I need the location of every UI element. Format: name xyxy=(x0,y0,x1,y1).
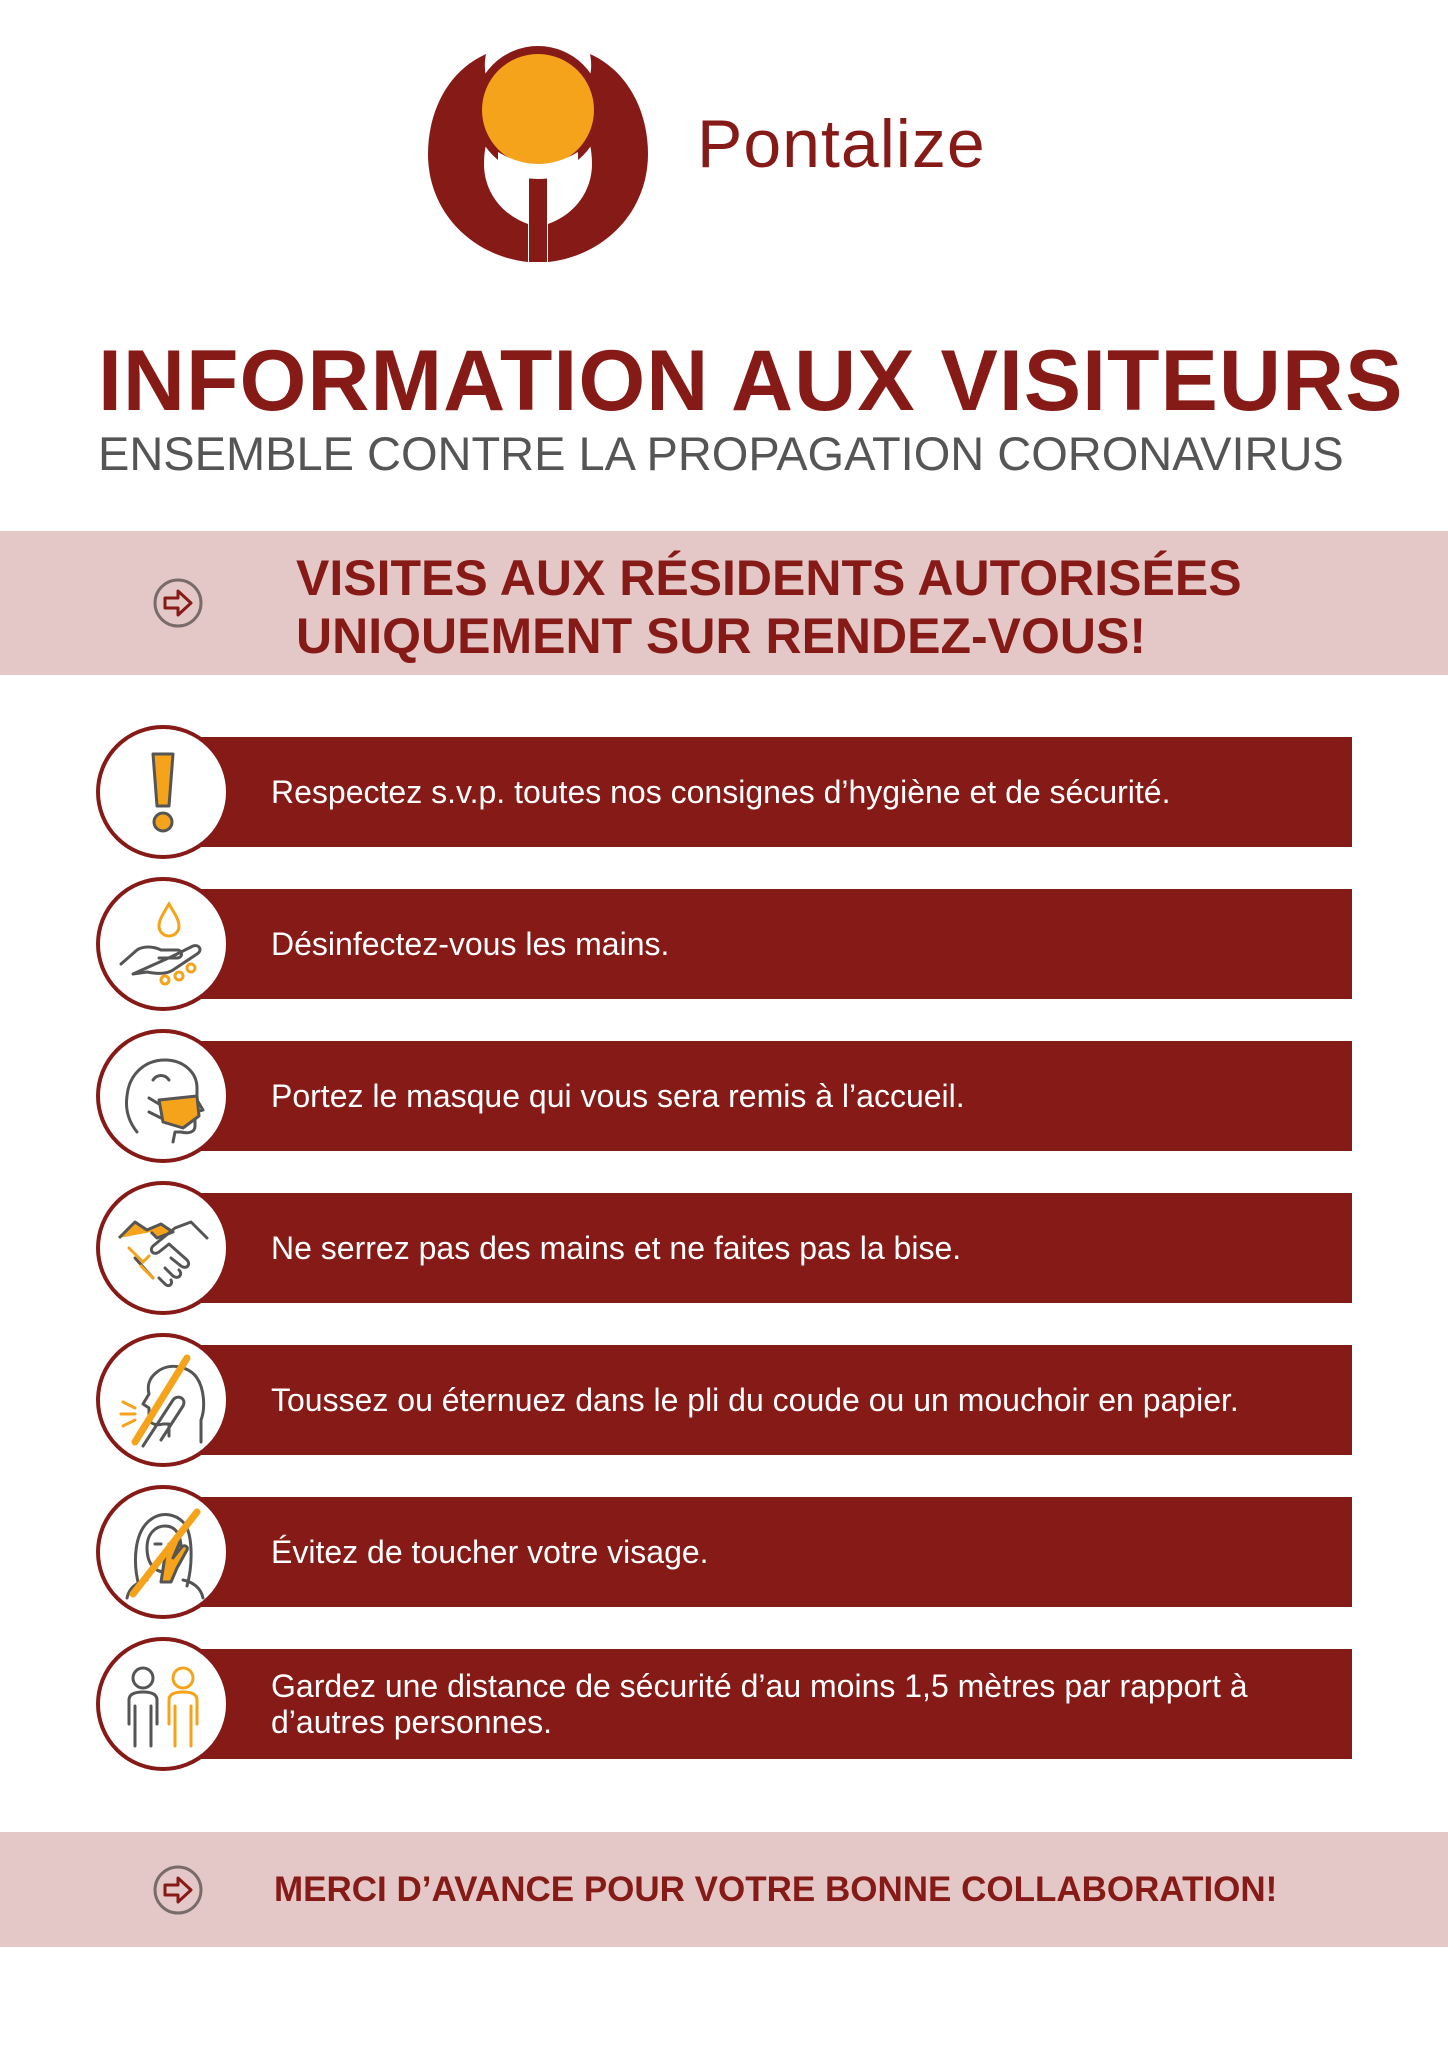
rule-icon-circle xyxy=(96,1637,230,1771)
rule-text: Désinfectez-vous les mains. xyxy=(271,926,670,962)
rule-item xyxy=(96,1181,1352,1315)
rule-text: Portez le masque qui vous sera remis à l’accueil. xyxy=(271,1078,965,1114)
rule-icon-circle xyxy=(96,725,230,859)
notice-banner xyxy=(0,531,1448,675)
rule-text: Gardez une distance de sécurité d’au moins 1,5 mètres par rapport à d’autres personnes. xyxy=(271,1668,1248,1740)
brand-name: Pontalize xyxy=(697,106,986,182)
pontalize-logo xyxy=(428,44,648,264)
footer-banner xyxy=(0,1832,1448,1947)
notice-line-2: UNIQUEMENT SUR RENDEZ-VOUS! xyxy=(296,608,1147,664)
arrow-right-icon xyxy=(152,1864,204,1916)
rule-text: Toussez ou éternuez dans le pli du coude ou un mouchoir en papier. xyxy=(271,1382,1239,1418)
rule-icon-circle xyxy=(96,1333,230,1467)
rule-item xyxy=(96,725,1352,859)
no-handshake-icon xyxy=(113,1198,213,1298)
social-distance-icon xyxy=(113,1654,213,1754)
rule-text: Ne serrez pas des mains et ne faites pas la bise. xyxy=(271,1230,962,1266)
rule-text: Évitez de toucher votre visage. xyxy=(271,1534,709,1570)
rule-item xyxy=(96,1029,1352,1163)
no-face-touch-icon xyxy=(113,1502,213,1602)
footer-text: MERCI D’AVANCE POUR VOTRE BONNE COLLABORATION! xyxy=(274,1870,1278,1909)
rule-item xyxy=(96,1485,1352,1619)
arrow-right-icon xyxy=(152,577,204,629)
page-title: INFORMATION AUX VISITEURS xyxy=(98,333,1404,429)
page-subtitle: ENSEMBLE CONTRE LA PROPAGATION CORONAVIRUS xyxy=(98,427,1344,480)
rule-icon-circle xyxy=(96,1485,230,1619)
rule-text: Respectez s.v.p. toutes nos consignes d’hygiène et de sécurité. xyxy=(271,774,1171,810)
notice-line-1: VISITES AUX RÉSIDENTS AUTORISÉES xyxy=(296,550,1242,606)
rule-item xyxy=(96,1333,1352,1467)
notice-text xyxy=(296,549,1242,665)
rule-icon-circle xyxy=(96,877,230,1011)
exclamation-icon xyxy=(113,742,213,842)
rule-item xyxy=(96,877,1352,1011)
face-mask-icon xyxy=(113,1046,213,1146)
rule-item xyxy=(96,1637,1352,1771)
rule-icon-circle xyxy=(96,1029,230,1163)
rule-icon-circle xyxy=(96,1181,230,1315)
cough-elbow-icon xyxy=(113,1350,213,1450)
hand-sanitizer-icon xyxy=(113,894,213,994)
